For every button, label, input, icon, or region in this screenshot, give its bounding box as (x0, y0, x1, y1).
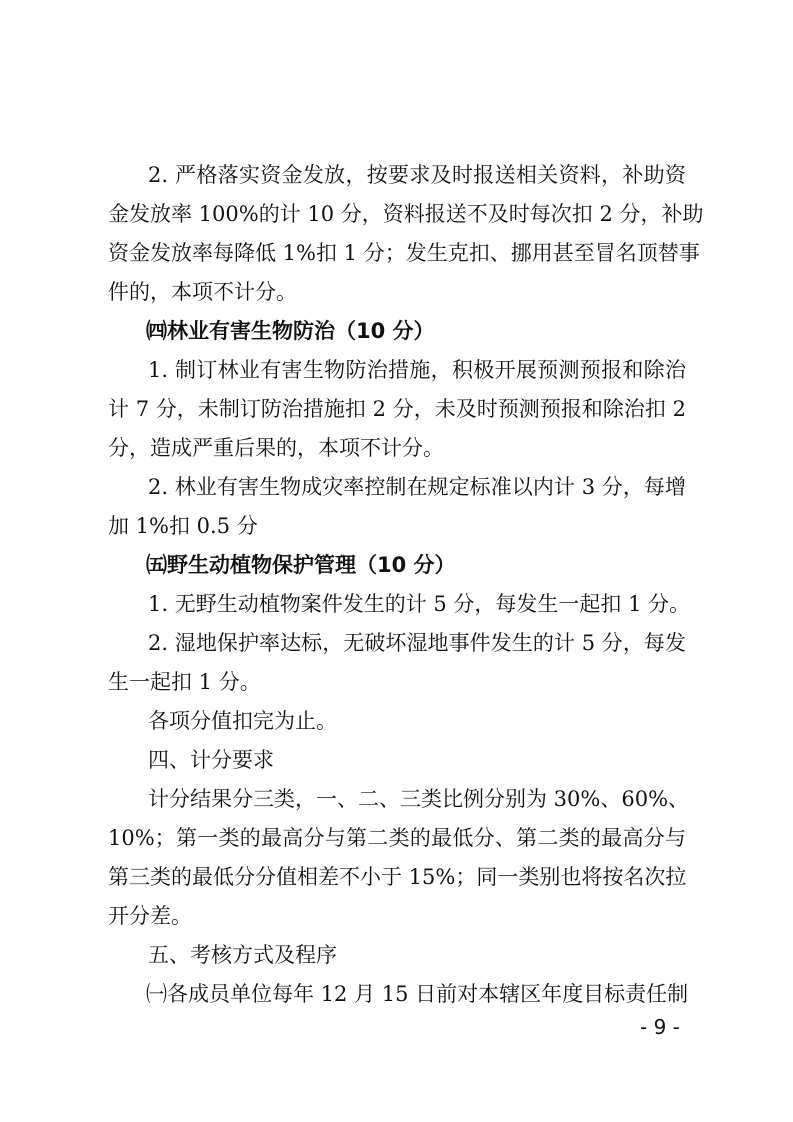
document-page: 2. 严格落实资金发放，按要求及时报送相关资料，补助资 金发放率 100%的计 10 分，资料报送不及时每次扣 2 分，补助 资金发放率每降低 1%扣 1 分；发生克扣、挪用甚至冒名顶替事 件的，本项不计分。 ㈣林业有害生物防治（10 分） 1. 制订林业有害生物防治措施，积极开展预测预报和除治 计 7 分，未制订防治措施扣 2 分，未及时预测预报和除治扣 2 分，造成严重后果的，本项不计分。 2. 林业有害生物成灾率控制在规定标准以内计 3 分，每增 加 1%扣 0.5 分 ㈤野生动植物保护管理（10 分） 1. 无野生动植物案件发生的计 5 分，每发生一起扣 1 分。 2. 湿地保护率达标，无破坏湿地事件发生的计 5 分，每发 生一起扣 1 分。 各项分值扣完为止。 四、计分要求 计分结果分三类，一、二、三类比例分别为 30%、60%、 10%；第一类的最高分与第二类的最低分、第二类的最高分与 第三类的最低分分值相差不小于 15%；同一类别也将按名次拉 开分差。 五、考核方式及程序 ㈠各成员单位每年 12 月 15 日前对本辖区年度目标责任制 - 9 - (108, 163, 704, 1039)
page-number: - 9 - (640, 1015, 680, 1039)
